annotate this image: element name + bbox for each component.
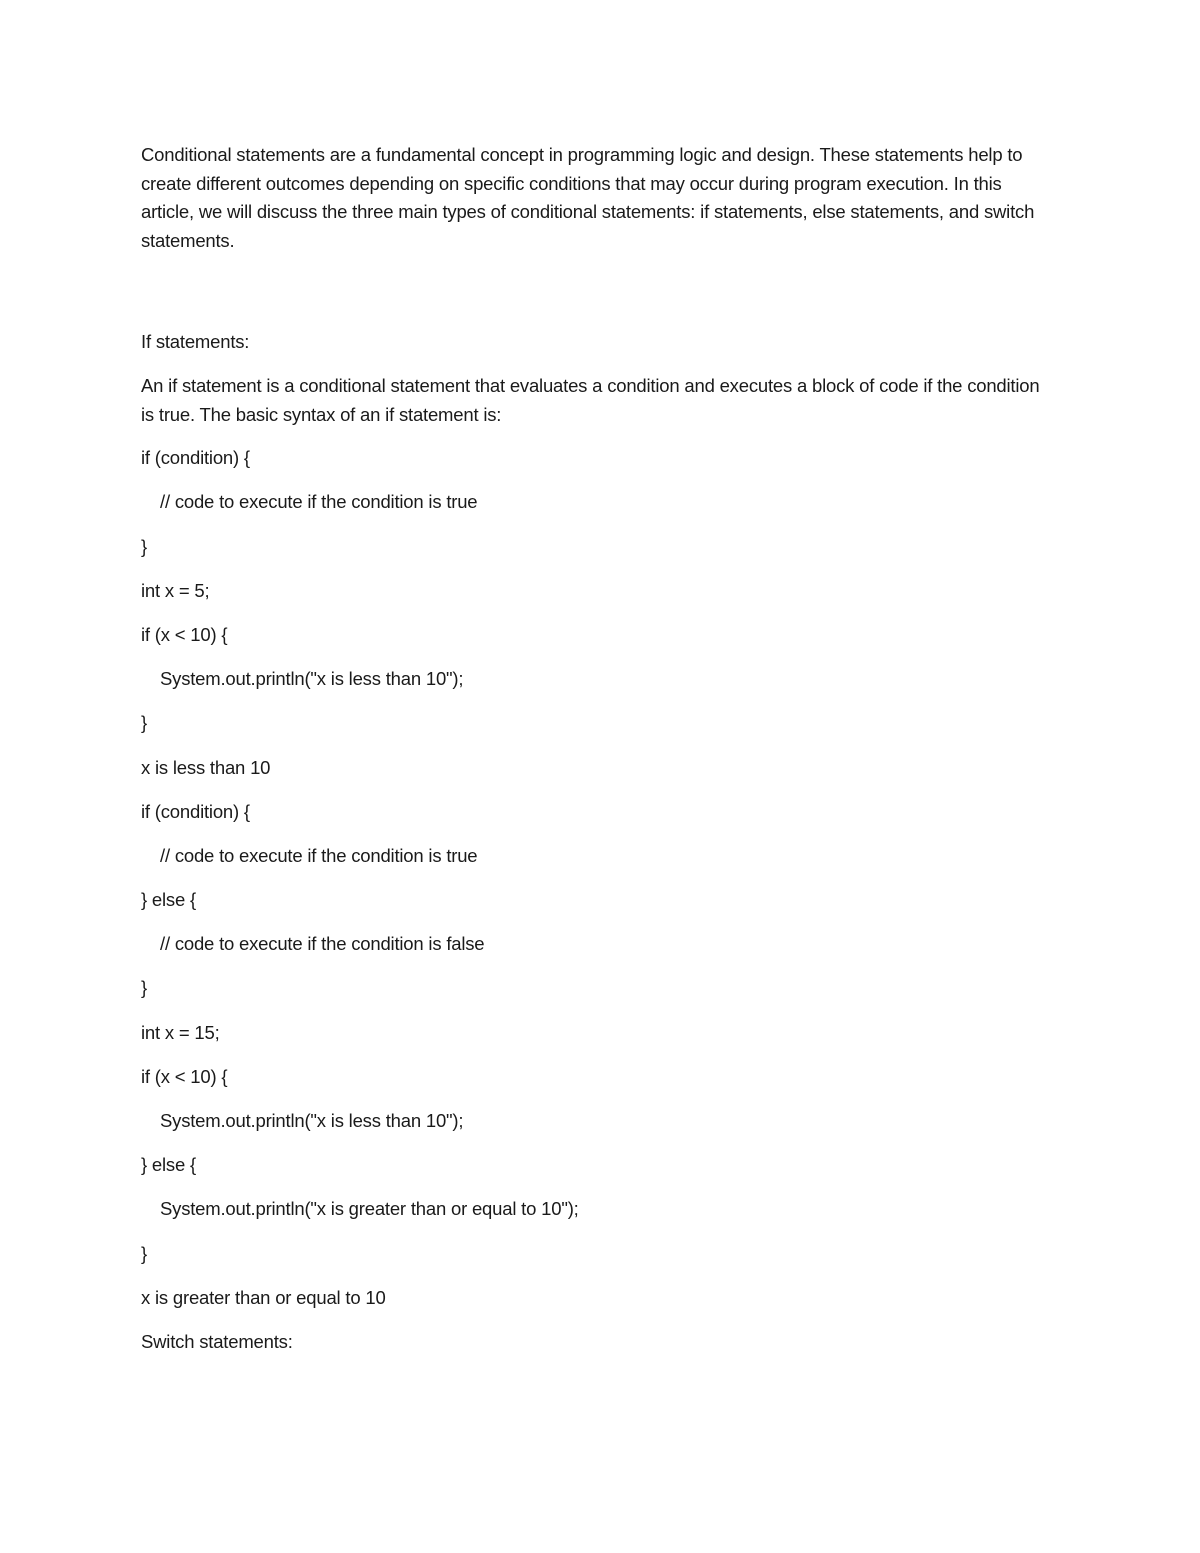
document-line: } else { [141, 889, 196, 911]
document-line: System.out.println("x is less than 10"); [160, 668, 464, 690]
document-line: } [141, 712, 147, 734]
intro-paragraph: Conditional statements are a fundamental concept in programming logic and design. These statements help to create different outcomes depending on specific conditions that may occur during program execution. In this article, we will discuss the three main types of conditional statements: if statements, else statements, and switch statements. [141, 144, 1035, 251]
document-line: } [141, 977, 147, 999]
document-line: int x = 15; [141, 1021, 220, 1043]
document-line: if (condition) { [141, 800, 250, 822]
document-line: System.out.println("x is greater than or equal to 10"); [160, 1198, 579, 1220]
if-statements-heading: If statements: [141, 331, 250, 352]
document-line: } [141, 1242, 147, 1264]
paragraph-spacer [141, 255, 1056, 328]
document-line: x is less than 10 [141, 756, 271, 778]
document-line: if (condition) { [141, 447, 250, 469]
document-line: } [141, 535, 147, 557]
document-line: System.out.println("x is less than 10"); [160, 1110, 464, 1131]
document-line: Switch statements: [141, 1330, 293, 1352]
document-line: } else { [141, 1154, 196, 1176]
code-lines [141, 444, 1056, 1372]
document-line: int x = 5; [141, 579, 210, 601]
document-line: // code to execute if the condition is true [160, 491, 478, 513]
document-line: x is greater than or equal to 10 [141, 1286, 386, 1308]
document-body [141, 141, 1056, 1372]
document-line: // code to execute if the condition is true [160, 844, 478, 866]
document-line: // code to execute if the condition is false [160, 933, 485, 955]
document-line: if (x < 10) { [141, 1065, 228, 1087]
if-statement-description: An if statement is a conditional statement that evaluates a condition and executes a block of code if the condition is true. The basic syntax of an if statement is: [141, 375, 1040, 425]
document-line: if (x < 10) { [141, 623, 228, 645]
